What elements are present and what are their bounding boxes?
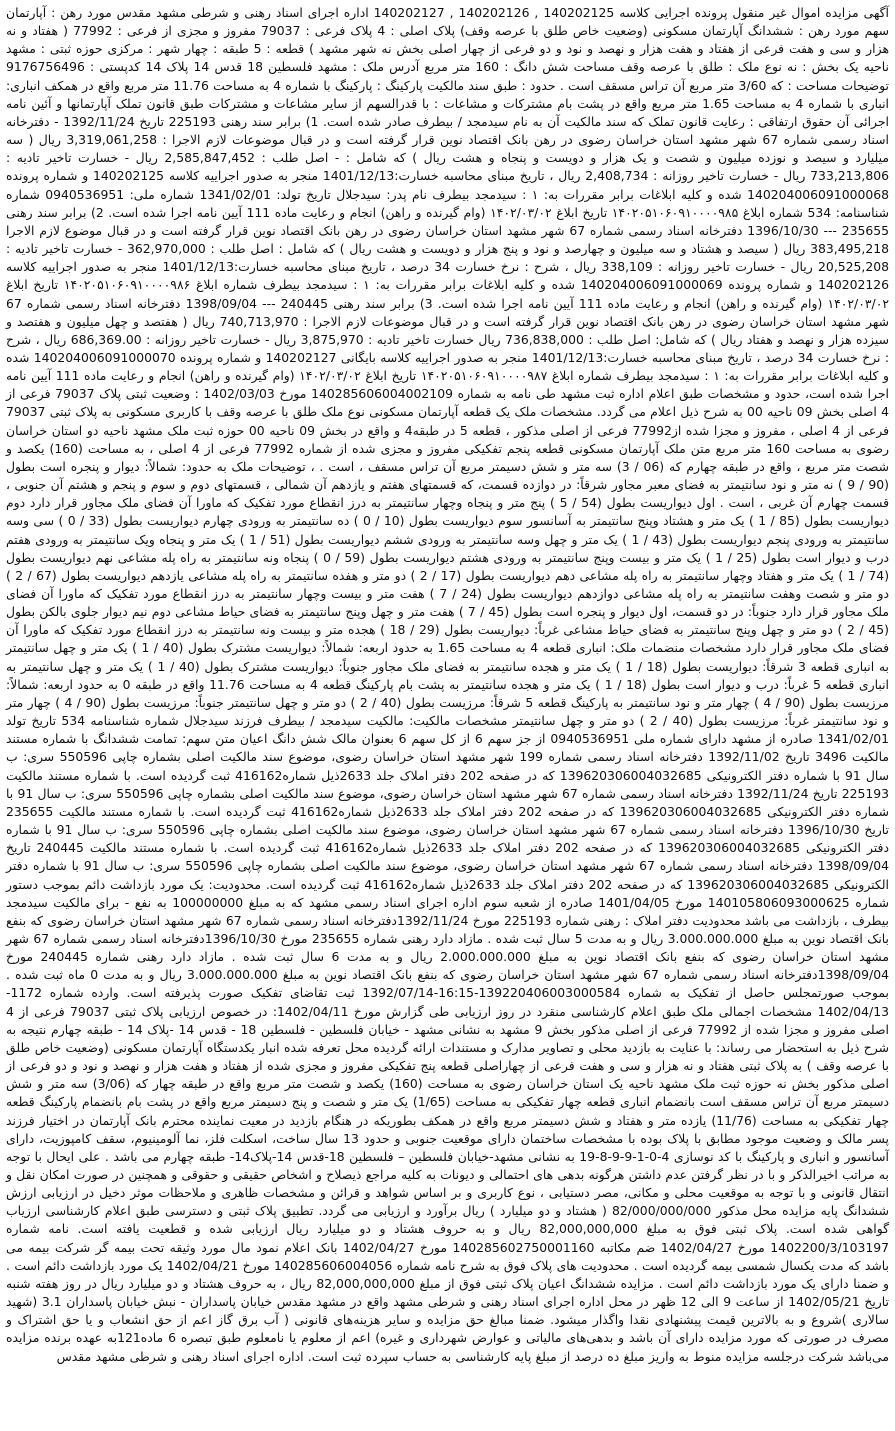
auction-notice-body: آگهی مزایده اموال غیر منقول پرونده اجرایی کلاسه 140202125 , 140202126 , 140202127 اداره اجرای اسناد رهنی و شرطی مشهد مقدس مورد رهن : آپارتمان سهم مورد رهن : ششدانگ آپارتمان مسکونی (وضعیت خاص طلق با عرصه وقف) پلاک اصلی : 4 پلاک فرعی : 79037 مفروز و مجزی از فرعی : 77992 ( هفتاد و نه هزار و سی و هفت فرعی از هفتاد و هفت هزار و نهصد و نود و دو فرعی از چهار اصلی بخش نه شهر مشهد ) قطعه : 5 طبقه : چهار شهر : مرکزی حوزه ثبتی : مشهد ناحیه یک بخش : نه نوع ملک : طلق با عرصه وقف مساحت شش دانگ : 160 متر مربع آدرس ملک : مشهد فلسطین 18 قدس 14 پلاک 14 کدپستی : 9176756496 توضیحات مساحت : که 3/60 متر مربع آن تراس مسقف است . حدود : طبق سند مالکیت پارکینگ : پارکینگ با شماره 4 به مساحت 11.76 متر مربع واقع در همکف انباری: انباری با شماره 4 به مساحت 1.65 متر مربع واقع در پشت بام مشترکات و مشاعات : با قدرالسهم از سایر مشاعات و مشترکات طبق قانون تملک آپارتمانها و آئین نامه اجرائی آن حقوق ارتفاقی : رعایت قانون تملک که سند مالکیت آن به نام سیدمجد / بیطرف صادر شده است. 1) برابر سند رهنی 225193 تاریخ 1392/11/24 - دفترخانه اسناد رسمی شماره 67 شهر مشهد استان خراسان رضوی در رهن بانک اقتصاد نوین قرار گرفته است و در قبال موضوعات لازم الاجرا : 3,319,061,258 ریال ( سه میلیارد و سیصد و نوزده میلیون و شصت و یک هزار و دویست و پنجاه و هشت ریال ) که شامل : - اصل طلب : 2,585,847,452 ریال - خسارت تاخیر تادیه : 733,213,806 ریال - خسارت تاخیر روزانه : 2,408,734 ریال ، تاریخ مبنای محاسبه خسارت:1401/12/13 منجر به صدور اجراییه کلاسه 140202125 و شماره پرونده 140204006091000068 شده و کلیه ابلاغات برابر مقررات به: ۱ : سیدمجد بیطرف نام پدر: سیدجلال تاریخ تولد: 1341/02/01 شماره ملی: 0940536951 شماره شناسنامه: 534 شماره ابلاغ ۱۴۰۲۰۵۱۰۶۰۹۱۰۰۰۰۹۸۵ تاریخ ابلاغ ۱۴۰۲/۰۳/۰۲ (وام گیرنده و راهن) انجام و رعایت ماده 111 آیین نامه اجرا شده است. 2) برابر سند رهنی 235655 --- 1396/10/30 دفترخانه اسناد رسمی شماره 67 شهر مشهد استان خراسان رضوی در رهن بانک اقتصاد نوین قرار گرفته است و در قبال موضوع لازم الاجرا 383,495,218 ریال ( سیصد و هشتاد و سه میلیون و چهارصد و نود و پنج هزار و دویست و هشت ریال ) که شامل : اصل طلب : 362,970,000 - خسارت تاخیر تادیه : 20,525,208 ریال - خسارت تاخیر روزانه : 338,109 ریال ، شرح : نرخ خسارت 34 درصد ، تاریخ مبنای محاسبه خسارت:1401/12/13 منجر به صدور اجراییه کلاسه 140202126 و شماره پرونده 140204006091000069 شده و کلیه ابلاغات برابر مقررات به: ۱ : سیدمجد بیطرف شماره ابلاغ ۱۴۰۲۰۵۱۰۶۰۹۱۰۰۰۰۹۸۶ تاریخ ابلاغ ۱۴۰۲/۰۳/۰۲ (وام گیرنده و راهن) انجام و رعایت ماده 111 آیین نامه اجرا شده است. 3) برابر سند رهنی 240445 --- 1398/09/04 دفترخانه اسناد رسمی شماره 67 شهر مشهد استان خراسان رضوی در رهن بانک اقتصاد نوین قرار گرفته است و در قبال موضوعات لازم الاجرا : 740,713,970 ریال ( هفتصد و چهل میلیون و هفتصد و سیزده هزار و نهصد و هفتاد ریال ) که شامل: اصل طلب : 736,838,000 ریال خسارت تاخیر تادیه : 3,875,970 ریال - خسارت تاخیر روزانه : 686,369.00 ریال ، شرح : نرخ خسارت 34 درصد ، تاریخ مبنای محاسبه خسارت:1401/12/13 منجر به صدور اجراییه کلاسه بایگانی 140202127 و شماره پرونده 140204006091000070 شده و کلیه ابلاغات برابر مقررات به: ۱ : سیدمجد بیطرف شماره ابلاغ ۱۴۰۲۰۵۱۰۶۰۹۱۰۰۰۰۹۸۷ تاریخ ابلاغ ۱۴۰۲/۰۳/۰۲ (وام گیرنده و راهن) انجام و رعایت ماده 111 آیین نامه اجرا شده است، حدود و مشخصات طبق اعلام اداره ثبت مشهد طی نامه به شماره 140285606004002109 مورخ 1402/03/03 : وضعیت ثبتی پلاک 79037 فرعی از 4 اصلی بخش 09 ناحیه 00 به شرح ذیل اعلام می گردد. مشخصات ملک یک قطعه آپارتمان مسکونی نوع ملک طلق با عرصه وقف با کاربری مسکونی به پلاک ثبتی 79037 فرعی از 4 اصلی ، مفروز و مجزا شده از77992 فرعی از اصلی مذکور ، قطعه 5 در طبقه4 و واقع در بخش 09 ناحیه 00 حوزه ثبت ملک مشهد ناحیه دو استان خراسان رضوی به مساحت 160 متر مربع متن ملک آپارتمان مسکونی قطعه پنجم تفکیکی مفروز و مجزی شده از شماره 77992 فرعی از 4 اصلی ، به مساحت (160) یکصد و شصت متر مربع ، واقع در طبقه چهارم که (06 / 3) سه متر و شش دسیمتر مربع آن تراس مسقف ، است . ، توضیحات ملک به حدود: شمالاً: دیوار و پنجره است بطول (90 / 9 ) نه متر و نود سانتیمتر به فضای معبر مجاور شرقاً: در دوازده قسمت، که قسمتهای هفتم و یازدهم آن شمالی ، قسمتهای دوم و سوم و پنجم و هشتم آن جنوبی ، قسمت چهارم آن غربی ، است . اول دیواریست بطول (54 / 5 ) پنج متر و پنجاه وچهار سانتیمتر به درز انقطاع مورد تفکیک که ماورا آن فضای ملک مجاور قرار دارد دوم دیواریست بطول (85 / 1 ) یک متر و هشتاد وپنج سانتیمتر به آسانسور سوم دیواریست بطول (10 / 0 ) ده سانتیمتر به ورودی چهارم دیواریست بطول (33 / 0 ) سی وسه سانتیمتر به ورودی پنجم دیواریست بطول (43 / 1 ) یک متر و چهل وسه سانتیمتر به ورودی ششم دیواریست بطول (51 / 1 ) یک متر و پنجاه ویک سانتیمتر به ورودی هفتم درب و دیوار است بطول (25 / 1 ) یک متر و بیست وپنج سانتیمتر به ورودی هشتم دیواریست بطول (59 / 0 ) پنجاه ونه سانتیمتر به راه پله مشاعی نهم دیواریست بطول (74 / 1 ) یک متر و هفتاد وچهار سانتیمتر به راه پله مشاعی دهم دیواریست بطول (17 / 2 ) دو متر و هفده سانتیمتر به راه پله مشاعی یازدهم دیواریست بطول (67 / 2 ) دو متر و شصت وهفت سانتیمتر به راه پله مشاعی دوازدهم دیواریست بطول (24 / 7 ) هفت متر و بیست وچهار سانتیمتر به درز انقطاع مورد تفکیک که ماورا آن فضای ملک مجاور قرار دارد جنوباً: در دو قسمت، اول دیوار و پنجره است بطول (45 / 7 ) هفت متر و چهل وپنج سانتیمتر به فضای حیاط مشاعی دوم نیم دیوار جلوی بالکن بطول (45 / 2 ) دو متر و چهل وپنج سانتیمتر به فضای حیاط مشاعی غرباً: دیواریست بطول (29 / 18 ) هجده متر و بیست ونه سانتیمتر به درز انقطاع مورد تفکیک که ماورا آن فضای ملک مجاور قرار دارد مشخصات منضمات ملک: انباری قطعه 4 به مساحت 1.65 به حدود اربعه: شمالاً: دیواریست مشترک بطول (40 / 1 ) یک متر و چهل سانتیمتر به انباری قطعه 3 شرقاً: دیواریست بطول (18 / 1 ) یک متر و هجده سانتیمتر به فضای ملک مجاور جنوباً: دیواریست مشترک بطول (40 / 1 ) یک متر و چهل سانتیمتر به انباری قطعه 5 غرباً: درب و دیوار است بطول (18 / 1 ) یک متر و هجده سانتیمتر به پشت بام پارکینگ قطعه 4 به مساحت 11.76 واقع در طبقه 0 به حدود اربعه: شمالاً: مرزیست بطول (90 / 4 ) چهار متر و نود سانتیمتر به پارکینگ قطعه 5 شرقاً: مرزیست بطول (40 / 2 ) دو متر و چهل سانتیمتر جنوباً: مرزیست بطول (90 / 4 ) چهار متر و نود سانتیمتر غرباً: مرزیست بطول (40 / 2 ) دو متر و چهل سانتیمتر مشخصات مالکیت: مالکیت سیدمجد / بیطرف فرزند سیدجلال شماره شناسنامه 534 تاریخ تولد 1341/02/01 صادره از مشهد دارای شماره ملی 0940536951 از جز سهم 6 از کل سهم 6 بعنوان مالک شش دانگ اعیان متن سهم: تمامت ششدانگ با شماره مستند مالکیت 3496 تاریخ 1392/11/02 دفترخانه اسناد رسمی شماره 199 شهر مشهد استان خراسان رضوی، موضوع سند مالکیت اصلی بشماره چاپی 550596 سری: ب سال 91 با شماره دفتر الکترونیکی 139620306004032685 که در صفحه 202 دفتر املاک جلد 2633ذیل شماره416162 ثبت گردیده است. با شماره مستند مالکیت 225193 تاریخ 1392/11/24 دفترخانه اسناد رسمی شماره 67 شهر مشهد استان خراسان رضوی، موضوع سند مالکیت اصلی بشماره چاپی 550596 سری: ب سال 91 با شماره دفتر الکترونیکی 139620306004032685 که در صفحه 202 دفتر املاک جلد 2633ذیل شماره416162 ثبت گردیده است. با شماره مستند مالکیت 235655 تاریخ 1396/10/30 دفترخانه اسناد رسمی شماره 67 شهر مشهد استان خراسان رضوی، موضوع سند مالکیت اصلی بشماره چاپی 550596 سری: ب سال 91 با شماره دفتر الکترونیکی 139620306004032685 که در صفحه 202 دفتر املاک جلد 2633ذیل شماره416162 ثبت گردیده است. با شماره مستند مالکیت 240445 تاریخ 1398/09/04 دفترخانه اسناد رسمی شماره 67 شهر مشهد استان خراسان رضوی، موضوع سند مالکیت اصلی بشماره چاپی 550596 سری: ب سال 91 با شماره دفتر الکترونیکی 139620306004032685 که در صفحه 202 دفتر املاک جلد 2633ذیل شماره416162 ثبت گردیده است. محدودیت: یک مورد بازداشت دائم بموجب دستور شماره 140105806093000625 مورخ 1401/04/05 صادره از شعبه سوم اداره اجرای اسناد رسمی مشهد که به مبلغ 100000000 به نفع - برای مالکیت سیدمجد بیطرف ، بازداشت می باشد محدودیت دفتر املاک : رهنی شماره 225193 مورخ 1392/11/24دفترخانه اسناد رسمی شماره 67 شهر مشهد استان خراسان رضوی که بنفع بانک اقتصاد نوین به مبلغ 3.000.000.000 ریال و به مدت 5 سال ثبت شده . مازاد دارد رهنی شماره 235655 مورخ 1396/10/30دفترخانه اسناد رسمی شماره 67 شهر مشهد استان خراسان رضوی که بنفع بانک اقتصاد نوین به مبلغ 2.000.000.000 ریال و به مدت 6 سال ثبت شده . مازاد دارد رهنی شماره 240445 مورخ 1398/09/04دفترخانه اسناد رسمی شماره 67 شهر مشهد استان خراسان رضوی که بنفع بانک اقتصاد نوین به مبلغ 3.000.000.000 ریال و به مدت 0 ماه ثبت شده . بموجب صورتمجلس حاصل از تفکیک به شماره 139220406003000584-16:15-1392/07/14 ثبت تقاضای تفکیک صورت پذیرفته است. وارده شماره 1172-1402/04/13 مشخصات اجمالی ملک طبق اعلام کارشناسی منقرد در روز ارزیابی طی گزارش مورخ 1402/04/11: در خصوص ارزیابی پلاک ثبتی 79037 فرعی از 4 اصلی مفروز و مجزا شده از 77992 فرعی از اصلی مذکور بخش 9 مشهد به نشانی مشهد - خیابان فلسطین - فلسطین 18 - قدس 14 -پلاک 14 - طبقه چهارم نتیجه به شرح ذیل به استحضار می رساند: با عنایت به بازدید محلی و تصاویر مدارک و مستندات ارائه گردیده محل تعرفه شده انبار یکدستگاه آپارتمان مسکونی (وضعیت خاص طلق با عرصه وقف ) به پلاک ثبتی هفتاد و نه هزار و سی و هفت فرعی از چهاراصلی قطعه پنج تفکیکی مفروز و مجزی شده از هفتاد و هفت هزار و نهصد و نود و دو فرعی از اصلی مذکور بخش نه حوزه ثبت ملک مشهد ناحیه یک استان خراسان رضوی به مساحت (160) یکصد و شصت متر مربع واقع در طبقه چهار که (3/06) سه متر و شش دسیمتر مربع آن تراس مسقف است بانضمام انباری قطعه چهار تفکیکی به مساحت (1/65) یک متر و شصت و پنج دسیمتر مربع واقع در پشت بام بانضمام پارکینگ قطعه چهار تفکیکی به مساحت (11/76) یازده متر و هفتاد و شش دسیمتر مربع واقع در همکف بطوریکه در هنگام بازدید در معیت نماینده محترم بانک آپارتمان در اختیار فرزند پسر مالک و وضعیت موجود مطابق با پلاک بوده با مشخصات ساختمان دارای موقعیت جنوبی و حدود 13 سال ساخت، اسکلت فلز، نما آلومینیوم، سقف کامپوزیت، دارای آسانسور و انباری و پارکینگ با کد نوسازی 4-0-1-9-9-8-19 به نشانی مشهد-خیابان فلسطین – فلسطین 18-قدس 14-پلاک14- طبقه چهارم می باشد . علی ایحال با توجه به مراتب اخیرالذکر و با در نظر گرفتن عدم داشتن هرگونه بدهی های احتمالی و دیونات به کلیه مراجع ذیصلاح و اشخاص حقیقی و حقوقی و همچنین در صورت امکان نقل و انتقال قانونی و با توجه به موقعیت محلی و مکانی، مصر دستیابی ، نوع کاربری و بر اساس شواهد و قرائن و مشخصات ظاهری و ملاحظات موثر دخیل در ارزیابی ارزش ششدانگ پایه مزایده محل مذکور 82/000/000/000 ( هشتاد و دو میلیارد ) ریال برآورد و ارزیابی می گردد. تطبیق پلاک ثبتی و دسترسی طبق اعلام کارشناسی ارزیاب گواهی شده است. پلاک ثبتی فوق به مبلغ 82,000,000,000 ریال و به حروف هشتاد و دو میلیارد ریال ارزیابی شده و قطعیت یافته است. نامه شماره 1402200/3/103197 مورخ 1402/04/27 ضم مکاتبه 140285602750001160 مورخ 1402/04/27 بانک اعلام نمود مال مورد وثیقه تحت بیمه گر شرکت بیمه می باشد که مدت یکسال شمسی بیمه گردیده است . محدودیت های پلاک فوق به شرح نامه شماره 140285606004056 مورخ 1402/04/21 یک مورد بازداشت دائم است . و ضمنا دارای یک مورد بازداشت دائم است . مزایده ششدانگ اعیان پلاک ثبتی فوق از مبلغ 82,000,000,000 ریال ، به حروف هشتاد و دو میلیارد ریال در روز هفته شنبه تاریخ 1402/05/21 از ساعت 9 الی 12 ظهر در محل اداره اجرای اسناد رهنی و شرطی مشهد واقع در مشهد مقدس خیابان پاسداران - نبش خیابان پاسداران 3.1 (شهید سالاری )شروع و به بالاترین قیمت پیشنهادی نقدا واگذار میشود. ضمنا مبالغ حق مزایده و سایر هزینه‌های قانونی ( آب برق گاز اعم از حق انشعاب و یا حق اشتراک و مصرف در صورتی که مورد مزایده دارای آن باشد و بدهی‌های مالیاتی و عوارض شهرداری و غیره) اعم از معلوم یا نامعلوم طبق تبصره 6 ماده121به عهده برنده مزایده می‌باشد شرکت درجلسه مزایده منوط به واریز مبلغ ده درصد از مبلغ پایه کارشناسی به حساب سپرده ثبت است. اداره اجرای اسناد رهنی و شرطی مشهد مقدس (6, 5, 890, 1364)
